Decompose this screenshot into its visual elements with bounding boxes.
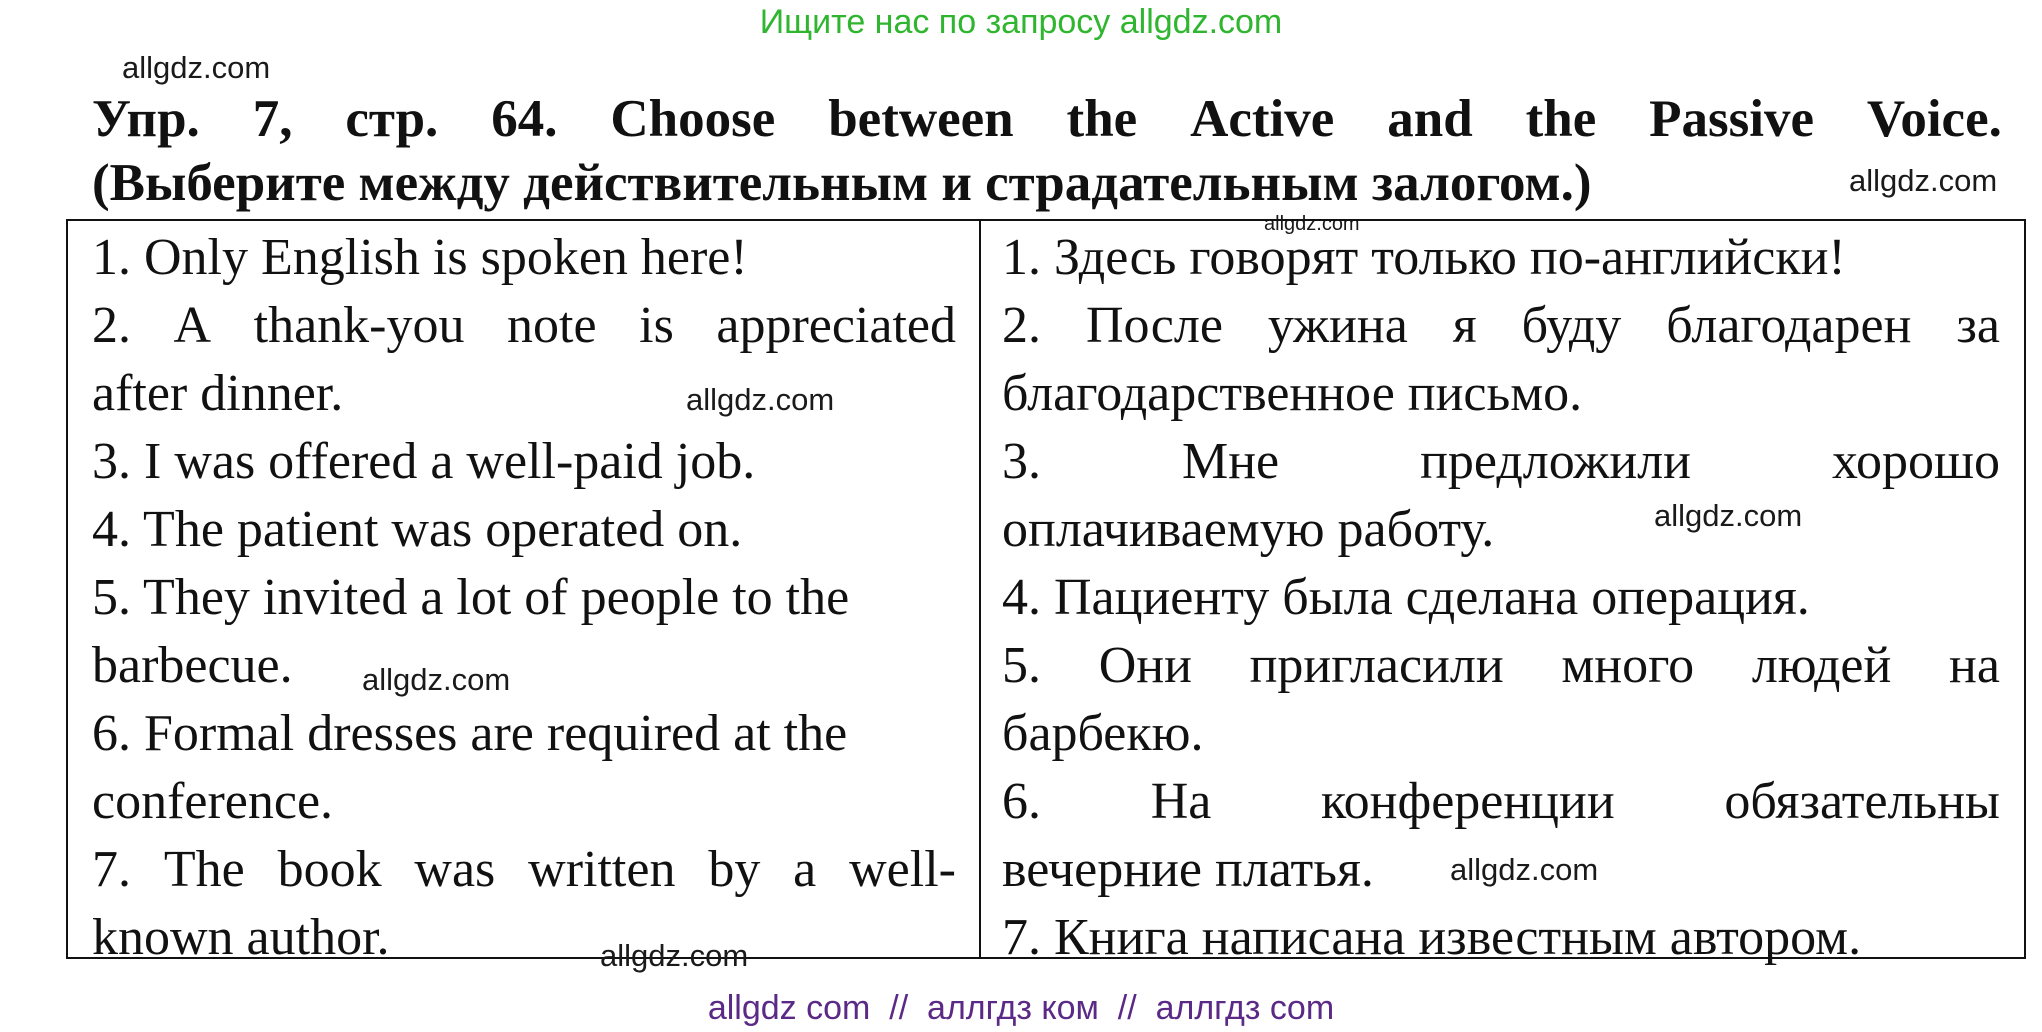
watermark: allgdz.com [1849,163,1998,198]
watermark: allgdz.com [1654,498,1803,533]
russian-word: пригласили [1249,637,1504,694]
russian-line [1002,428,2000,496]
russian-line: оплачиваемую работу. [1002,501,1495,558]
russian-word: обязательны [1724,773,2000,830]
english-word: by [708,841,761,898]
russian-word: После [1085,297,1223,354]
english-word: A [173,297,212,354]
russian-line [1002,768,2000,836]
russian-line [1002,632,2000,700]
russian-word: благодарен [1666,297,1912,354]
english-word: was [414,841,496,898]
english-line [92,292,956,360]
english-word: 2. [92,297,131,354]
title-word: Упр. [92,90,200,148]
title-word: 7, [252,90,293,148]
russian-word: 2. [1002,297,1041,354]
russian-line [1002,292,2000,360]
russian-line: 1. Здесь говорят только по-английски! [1002,229,1846,286]
russian-word: людей [1751,637,1892,694]
title-word: between [828,90,1014,148]
title-word: Active [1190,90,1335,148]
russian-word: конференции [1321,773,1615,830]
russian-word: за [1956,297,2000,354]
english-word: The [163,841,245,898]
title-word: стр. [345,90,439,148]
english-word: well- [849,841,956,898]
russian-word: хорошо [1831,433,2000,490]
russian-line: 7. Книга написана известным автором. [1002,909,1862,966]
russian-line: 4. Пациенту была сделана операция. [1002,569,1810,626]
russian-word: много [1561,637,1695,694]
english-line: 1. Only English is spoken here! [92,229,748,286]
russian-word: 6. [1002,773,1041,830]
title-word: Choose [610,90,776,148]
english-line [92,836,956,904]
english-line: 5. They invited a lot of people to the [92,569,850,626]
english-word: 7. [92,841,131,898]
title-word: and [1387,90,1473,148]
russian-word: Мне [1181,433,1280,490]
watermark: allgdz.com [362,662,511,697]
column-divider [979,221,981,957]
russian-word: на [1949,637,2000,694]
russian-word: На [1150,773,1212,830]
russian-line: вечерние платья. [1002,841,1374,898]
english-word: book [277,841,382,898]
english-line: barbecue. [92,637,293,694]
english-line: known author. [92,909,390,966]
title-word: 64. [491,90,558,148]
russian-line: барбекю. [1002,705,1204,762]
top-banner: Ищите нас по запросу allgdz.com [759,3,1283,41]
english-word: a [793,841,817,898]
title-word: Voice. [1866,90,2002,148]
watermark: allgdz.com [122,50,271,85]
english-word: is [639,297,674,354]
watermark: allgdz.com [1450,852,1599,887]
english-line: after dinner. [92,365,344,422]
english-word: note [507,297,597,354]
footer-links: allgdz com // аллгдз ком // аллгдз com [707,989,1335,1027]
exercise-title-line-1 [92,88,2002,150]
russian-word: Они [1098,637,1192,694]
title-word: Passive [1649,90,1815,148]
english-word: thank-you [253,297,465,354]
russian-word: буду [1521,297,1622,354]
russian-word: предложили [1420,433,1691,490]
english-line: 3. I was offered a well-paid job. [92,433,756,490]
english-line: 4. The patient was operated on. [92,501,743,558]
russian-word: 5. [1002,637,1041,694]
watermark: allgdz.com [600,938,749,973]
exercise-title-line-2: (Выберите между действительным и страдательным залогом.) [92,154,1592,212]
title-word: the [1066,90,1138,148]
russian-word: 3. [1002,433,1041,490]
russian-word: ужина [1267,297,1408,354]
english-line: conference. [92,773,334,830]
english-line: 6. Formal dresses are required at the [92,705,848,762]
title-word: the [1525,90,1597,148]
russian-line: благодарственное письмо. [1002,365,1583,422]
english-word: written [528,841,676,898]
watermark: allgdz.com [1264,213,1360,235]
english-word: appreciated [716,297,956,354]
russian-word: я [1452,297,1477,354]
watermark: allgdz.com [686,382,835,417]
